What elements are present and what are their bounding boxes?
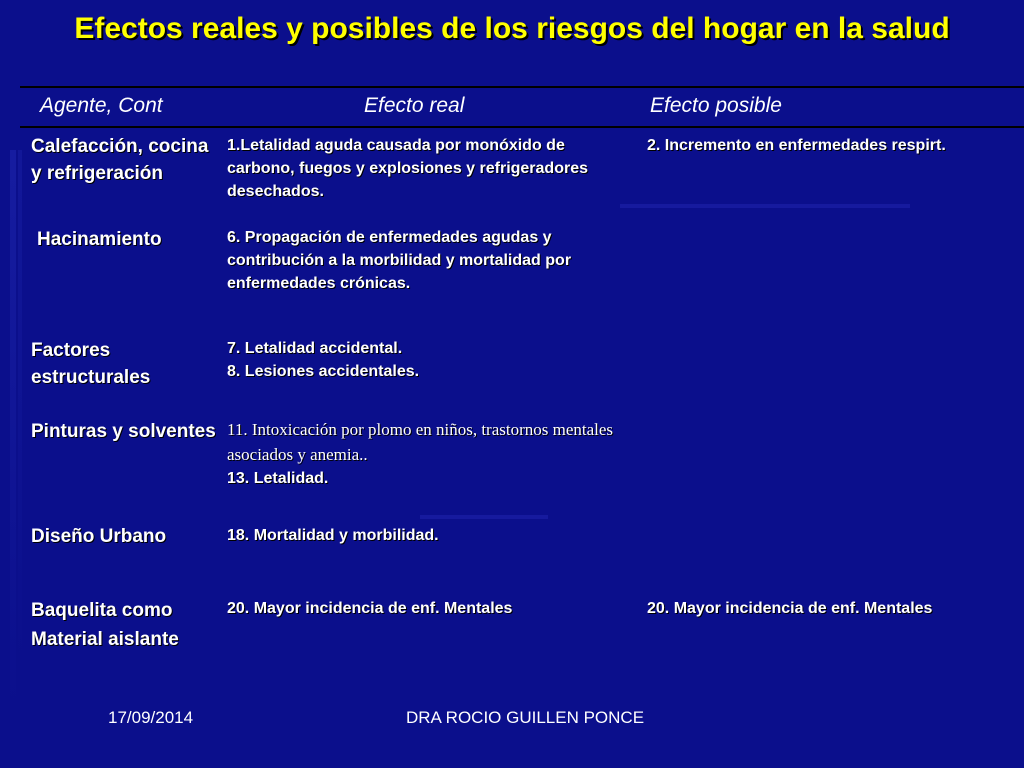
decorative-stripe	[10, 150, 16, 710]
row1-real-effect: 1.Letalidad aguda causada por monóxido de carbono, fuegos y explosiones y refrigeradores desechados.	[227, 137, 588, 200]
row3-real-line: 7. Letalidad accidental.	[227, 340, 403, 357]
row2-agent: Hacinamiento	[37, 229, 162, 250]
decorative-bar	[620, 204, 910, 208]
row5-agent: Diseño Urbano	[31, 526, 167, 547]
header-possible-effect: Efecto posible	[650, 94, 782, 117]
row4-agent: Pinturas y solventes	[31, 421, 216, 442]
row6-agent	[31, 596, 201, 654]
row3-real-line: 8. Lesiones accidentales.	[227, 363, 420, 380]
row6-agent-line: Material aislante	[31, 629, 179, 650]
row4-real-serif: 11. Intoxicación por plomo en niños, trastornos mentales asociados y anemia..	[227, 420, 614, 464]
slide-title: Efectos reales y posibles de los riesgos del hogar en la salud	[74, 12, 950, 45]
footer-date: 17/09/2014	[108, 708, 194, 727]
row5-real-effect: 18. Mortalidad y morbilidad.	[227, 527, 439, 544]
row6-agent-line: Baquelita como	[31, 600, 173, 621]
table-top-rule	[20, 86, 1024, 88]
row3-agent: Factores estructurales	[31, 340, 151, 388]
table-header-rule	[20, 126, 1024, 128]
row1-possible-effect: 2. Incremento en enfermedades respirt.	[647, 137, 946, 154]
row6-possible-effect: 20. Mayor incidencia de enf. Mentales	[647, 600, 933, 617]
footer-author: DRA ROCIO GUILLEN PONCE	[406, 708, 645, 727]
row1-agent: Calefacción, cocina y refrigeración	[31, 136, 209, 184]
row4-real-extra: 13. Letalidad.	[227, 470, 329, 487]
row6-real-effect: 20. Mayor incidencia de enf. Mentales	[227, 600, 513, 617]
decorative-bar	[420, 515, 548, 519]
decorative-stripe	[18, 150, 22, 670]
row4-real-effect	[227, 417, 632, 490]
header-real-effect: Efecto real	[364, 94, 465, 117]
row3-real-effect	[227, 337, 632, 383]
row2-real-effect: 6. Propagación de enfermedades agudas y contribución a la morbilidad y mortalidad por enfermedades crónicas.	[227, 229, 572, 292]
header-agent: Agente, Cont	[40, 94, 163, 117]
